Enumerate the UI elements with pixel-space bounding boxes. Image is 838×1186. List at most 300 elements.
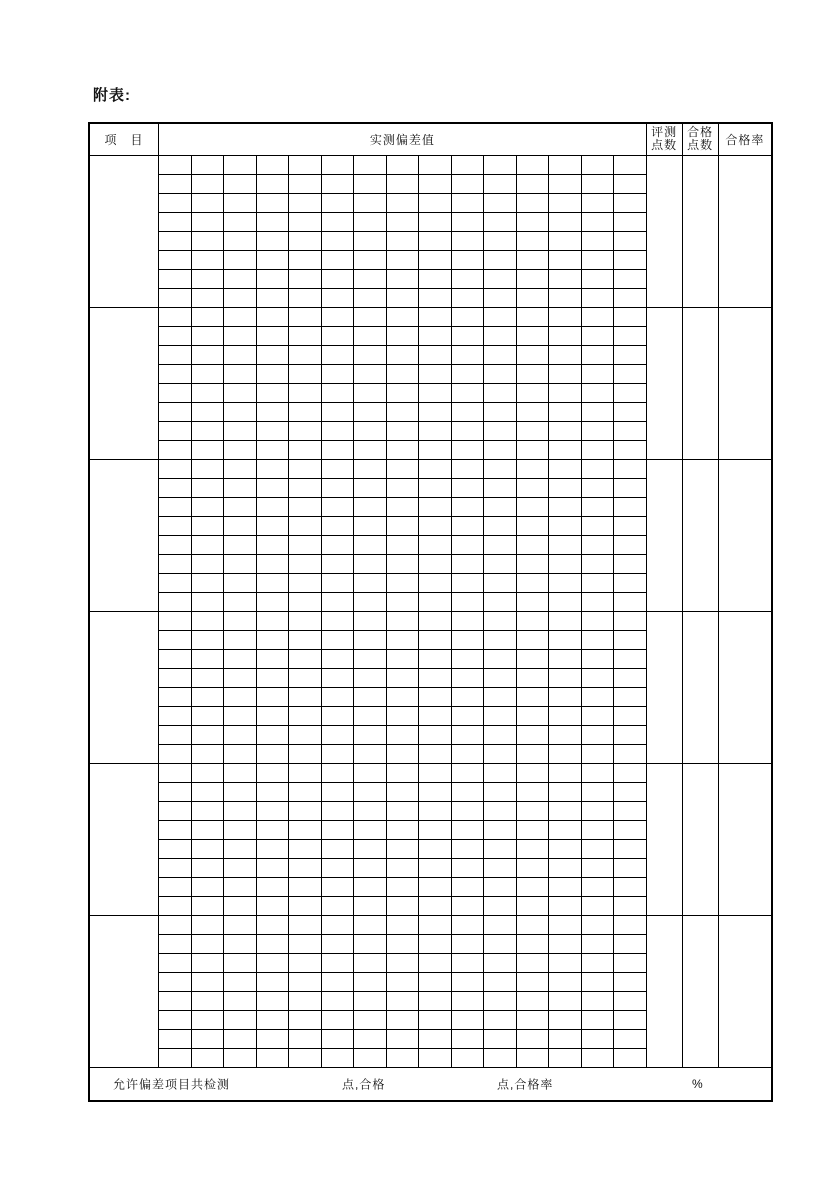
grid-cell: [386, 174, 419, 193]
grid-cell: [321, 915, 354, 934]
grid-cell: [159, 706, 192, 725]
grid-cell: [614, 782, 647, 801]
grid-cell: [191, 383, 224, 402]
grid-cell: [581, 877, 614, 896]
grid-cell: [159, 782, 192, 801]
grid-cell: [159, 326, 192, 345]
grid-cell: [354, 668, 387, 687]
grid-cell: [289, 326, 322, 345]
grid-cell: [484, 649, 517, 668]
grid-cell: [386, 991, 419, 1010]
grid-cell: [451, 801, 484, 820]
grid-cell: [581, 839, 614, 858]
grid-cell: [419, 345, 452, 364]
grid-cell: [549, 497, 582, 516]
grid-cell: [159, 934, 192, 953]
grid-cell: [386, 155, 419, 174]
grid-cell: [289, 212, 322, 231]
grid-cell: [256, 1010, 289, 1029]
grid-cell: [419, 858, 452, 877]
pass-rate-cell: [718, 307, 772, 459]
grid-cell: [321, 402, 354, 421]
grid-cell: [224, 1010, 257, 1029]
grid-cell: [451, 782, 484, 801]
grid-cell: [581, 269, 614, 288]
grid-cell: [614, 801, 647, 820]
grid-cell: [386, 269, 419, 288]
grid-cell: [321, 269, 354, 288]
grid-cell: [614, 516, 647, 535]
grid-cell: [451, 592, 484, 611]
grid-cell: [321, 345, 354, 364]
grid-cell: [581, 649, 614, 668]
col-header-pass-points-line2: 点数: [687, 138, 714, 153]
grid-cell: [419, 250, 452, 269]
summary-detected-label: 允许偏差项目共检测: [113, 1077, 231, 1092]
grid-cell: [354, 345, 387, 364]
grid-cell: [516, 326, 549, 345]
grid-cell: [419, 535, 452, 554]
grid-cell: [581, 668, 614, 687]
grid-cell: [581, 307, 614, 326]
grid-cell: [614, 991, 647, 1010]
grid-cell: [354, 326, 387, 345]
grid-cell: [191, 174, 224, 193]
grid-cell: [386, 383, 419, 402]
grid-cell: [354, 1010, 387, 1029]
grid-cell: [386, 687, 419, 706]
grid-cell: [419, 839, 452, 858]
grid-cell: [191, 630, 224, 649]
pass-rate-cell: [718, 155, 772, 307]
grid-cell: [451, 1010, 484, 1029]
grid-cell: [484, 383, 517, 402]
grid-cell: [224, 744, 257, 763]
grid-cell: [191, 535, 224, 554]
grid-cell: [224, 991, 257, 1010]
grid-cell: [614, 820, 647, 839]
grid-cell: [451, 953, 484, 972]
grid-cell: [516, 858, 549, 877]
grid-cell: [289, 554, 322, 573]
grid-cell: [386, 345, 419, 364]
grid-cell: [354, 573, 387, 592]
grid-cell: [289, 896, 322, 915]
grid-row: [89, 611, 772, 630]
grid-cell: [224, 231, 257, 250]
grid-cell: [581, 212, 614, 231]
grid-cell: [354, 611, 387, 630]
grid-cell: [484, 839, 517, 858]
grid-cell: [289, 174, 322, 193]
grid-cell: [289, 421, 322, 440]
grid-cell: [289, 478, 322, 497]
summary-cell: [89, 1067, 772, 1101]
grid-cell: [549, 326, 582, 345]
grid-cell: [516, 630, 549, 649]
grid-cell: [191, 877, 224, 896]
grid-cell: [484, 763, 517, 782]
grid-cell: [549, 706, 582, 725]
grid-cell: [159, 839, 192, 858]
grid-cell: [224, 307, 257, 326]
eval-points-cell: [646, 307, 682, 459]
grid-cell: [256, 896, 289, 915]
grid-cell: [386, 896, 419, 915]
grid-cell: [484, 972, 517, 991]
grid-cell: [289, 820, 322, 839]
grid-cell: [516, 915, 549, 934]
grid-cell: [516, 573, 549, 592]
grid-cell: [159, 193, 192, 212]
grid-cell: [614, 326, 647, 345]
grid-cell: [386, 877, 419, 896]
grid-cell: [191, 1010, 224, 1029]
grid-cell: [159, 820, 192, 839]
grid-cell: [159, 801, 192, 820]
grid-cell: [419, 820, 452, 839]
grid-cell: [516, 877, 549, 896]
grid-cell: [419, 497, 452, 516]
grid-cell: [419, 212, 452, 231]
grid-cell: [549, 630, 582, 649]
grid-cell: [516, 174, 549, 193]
grid-cell: [159, 402, 192, 421]
grid-cell: [484, 915, 517, 934]
grid-cell: [386, 953, 419, 972]
grid-cell: [386, 535, 419, 554]
grid-cell: [159, 269, 192, 288]
grid-cell: [549, 421, 582, 440]
grid-cell: [581, 801, 614, 820]
grid-cell: [354, 763, 387, 782]
grid-cell: [484, 725, 517, 744]
grid-cell: [516, 725, 549, 744]
grid-cell: [159, 1029, 192, 1048]
grid-cell: [256, 649, 289, 668]
grid-cell: [224, 459, 257, 478]
col-header-pass-points-line1: 合格: [687, 125, 714, 140]
grid-cell: [484, 934, 517, 953]
grid-cell: [354, 915, 387, 934]
grid-cell: [386, 611, 419, 630]
grid-cell: [321, 535, 354, 554]
grid-cell: [191, 839, 224, 858]
header-row: [89, 123, 772, 155]
grid-cell: [451, 193, 484, 212]
grid-cell: [289, 516, 322, 535]
grid-cell: [159, 478, 192, 497]
grid-cell: [484, 630, 517, 649]
grid-cell: [484, 687, 517, 706]
grid-cell: [614, 934, 647, 953]
grid-cell: [451, 364, 484, 383]
grid-cell: [451, 877, 484, 896]
grid-cell: [549, 744, 582, 763]
grid-cell: [191, 991, 224, 1010]
grid-cell: [159, 231, 192, 250]
grid-cell: [614, 212, 647, 231]
grid-cell: [386, 934, 419, 953]
grid-cell: [614, 744, 647, 763]
grid-cell: [191, 649, 224, 668]
grid-cell: [159, 725, 192, 744]
grid-cell: [256, 250, 289, 269]
grid-cell: [386, 858, 419, 877]
grid-cell: [386, 554, 419, 573]
grid-cell: [516, 459, 549, 478]
grid-cell: [484, 1048, 517, 1067]
grid-cell: [256, 288, 289, 307]
grid-cell: [159, 744, 192, 763]
grid-cell: [614, 250, 647, 269]
grid-cell: [321, 497, 354, 516]
grid-cell: [419, 782, 452, 801]
grid-cell: [256, 915, 289, 934]
grid-cell: [549, 934, 582, 953]
grid-cell: [581, 345, 614, 364]
grid-cell: [289, 383, 322, 402]
grid-cell: [191, 858, 224, 877]
pass-points-cell: [682, 155, 718, 307]
grid-cell: [516, 706, 549, 725]
grid-cell: [289, 1010, 322, 1029]
grid-cell: [354, 877, 387, 896]
grid-cell: [321, 250, 354, 269]
grid-cell: [321, 649, 354, 668]
grid-cell: [321, 858, 354, 877]
grid-cell: [419, 991, 452, 1010]
grid-cell: [224, 725, 257, 744]
grid-cell: [224, 687, 257, 706]
grid-cell: [549, 991, 582, 1010]
grid-cell: [419, 801, 452, 820]
grid-cell: [386, 364, 419, 383]
grid-cell: [386, 421, 419, 440]
pass-points-cell: [682, 763, 718, 915]
grid-cell: [419, 744, 452, 763]
grid-cell: [451, 915, 484, 934]
grid-cell: [256, 934, 289, 953]
grid-cell: [451, 972, 484, 991]
grid-cell: [549, 212, 582, 231]
grid-cell: [581, 915, 614, 934]
grid-cell: [191, 345, 224, 364]
grid-cell: [354, 212, 387, 231]
grid-cell: [224, 554, 257, 573]
grid-cell: [386, 744, 419, 763]
grid-cell: [289, 668, 322, 687]
grid-cell: [224, 326, 257, 345]
grid-cell: [256, 326, 289, 345]
grid-cell: [386, 288, 419, 307]
grid-cell: [224, 421, 257, 440]
grid-cell: [354, 706, 387, 725]
grid-cell: [224, 212, 257, 231]
grid-cell: [224, 345, 257, 364]
grid-cell: [581, 364, 614, 383]
grid-cell: [289, 440, 322, 459]
grid-cell: [256, 212, 289, 231]
grid-cell: [321, 573, 354, 592]
grid-cell: [614, 763, 647, 782]
grid-cell: [581, 611, 614, 630]
grid-cell: [581, 402, 614, 421]
grid-cell: [581, 535, 614, 554]
grid-cell: [191, 231, 224, 250]
grid-cell: [419, 573, 452, 592]
grid-cell: [581, 934, 614, 953]
grid-cell: [289, 535, 322, 554]
grid-cell: [289, 839, 322, 858]
grid-cell: [256, 478, 289, 497]
grid-cell: [256, 155, 289, 174]
col-header-measured-deviation: 实测偏差值: [159, 123, 647, 155]
eval-points-cell: [646, 459, 682, 611]
grid-cell: [224, 763, 257, 782]
grid-cell: [516, 383, 549, 402]
grid-cell: [614, 497, 647, 516]
grid-cell: [614, 535, 647, 554]
grid-cell: [191, 307, 224, 326]
grid-cell: [484, 592, 517, 611]
grid-cell: [386, 801, 419, 820]
grid-cell: [354, 630, 387, 649]
grid-cell: [224, 706, 257, 725]
grid-cell: [256, 1029, 289, 1048]
grid-cell: [289, 193, 322, 212]
grid-cell: [289, 782, 322, 801]
grid-cell: [516, 250, 549, 269]
grid-cell: [484, 212, 517, 231]
grid-cell: [321, 725, 354, 744]
grid-cell: [451, 440, 484, 459]
grid-cell: [354, 1029, 387, 1048]
grid-cell: [549, 269, 582, 288]
grid-cell: [419, 668, 452, 687]
grid-cell: [289, 687, 322, 706]
grid-cell: [484, 896, 517, 915]
grid-cell: [321, 307, 354, 326]
grid-cell: [451, 820, 484, 839]
grid-cell: [516, 668, 549, 687]
grid-cell: [451, 307, 484, 326]
grid-cell: [191, 763, 224, 782]
grid-cell: [451, 725, 484, 744]
grid-cell: [289, 630, 322, 649]
grid-cell: [549, 554, 582, 573]
grid-cell: [159, 858, 192, 877]
grid-cell: [484, 174, 517, 193]
grid-cell: [191, 421, 224, 440]
grid-cell: [614, 231, 647, 250]
grid-cell: [419, 934, 452, 953]
grid-cell: [289, 934, 322, 953]
grid-cell: [614, 288, 647, 307]
grid-cell: [224, 478, 257, 497]
grid-cell: [419, 554, 452, 573]
col-header-eval-points-line1: 评测: [651, 125, 678, 140]
grid-cell: [386, 820, 419, 839]
grid-row: [89, 915, 772, 934]
grid-cell: [354, 421, 387, 440]
grid-cell: [354, 364, 387, 383]
grid-cell: [321, 459, 354, 478]
grid-cell: [614, 440, 647, 459]
grid-cell: [256, 402, 289, 421]
grid-cell: [354, 801, 387, 820]
grid-cell: [191, 497, 224, 516]
grid-cell: [224, 972, 257, 991]
grid-cell: [159, 877, 192, 896]
grid-cell: [581, 744, 614, 763]
grid-cell: [159, 953, 192, 972]
grid-cell: [289, 250, 322, 269]
grid-cell: [256, 383, 289, 402]
grid-cell: [191, 782, 224, 801]
item-cell: [89, 459, 159, 611]
grid-cell: [419, 725, 452, 744]
grid-cell: [581, 459, 614, 478]
grid-cell: [516, 554, 549, 573]
grid-cell: [419, 155, 452, 174]
grid-cell: [191, 687, 224, 706]
grid-cell: [386, 250, 419, 269]
grid-cell: [159, 991, 192, 1010]
grid-cell: [516, 535, 549, 554]
grid-cell: [224, 516, 257, 535]
grid-cell: [354, 687, 387, 706]
grid-cell: [549, 155, 582, 174]
grid-cell: [191, 269, 224, 288]
grid-cell: [419, 1048, 452, 1067]
grid-cell: [451, 573, 484, 592]
grid-cell: [159, 497, 192, 516]
grid-cell: [321, 478, 354, 497]
grid-cell: [451, 763, 484, 782]
grid-cell: [321, 934, 354, 953]
grid-cell: [549, 402, 582, 421]
grid-cell: [549, 1048, 582, 1067]
grid-cell: [354, 839, 387, 858]
grid-cell: [549, 763, 582, 782]
grid-cell: [224, 782, 257, 801]
grid-cell: [159, 307, 192, 326]
pass-points-cell: [682, 611, 718, 763]
grid-cell: [191, 440, 224, 459]
grid-cell: [321, 554, 354, 573]
grid-cell: [516, 820, 549, 839]
grid-cell: [484, 440, 517, 459]
grid-cell: [419, 307, 452, 326]
grid-cell: [289, 269, 322, 288]
grid-cell: [354, 402, 387, 421]
grid-cell: [614, 839, 647, 858]
grid-cell: [451, 516, 484, 535]
grid-cell: [419, 1010, 452, 1029]
grid-cell: [159, 421, 192, 440]
grid-cell: [484, 421, 517, 440]
grid-cell: [159, 250, 192, 269]
grid-cell: [256, 744, 289, 763]
grid-cell: [321, 896, 354, 915]
grid-cell: [451, 497, 484, 516]
grid-cell: [451, 1029, 484, 1048]
grid-cell: [354, 307, 387, 326]
grid-cell: [549, 782, 582, 801]
grid-cell: [191, 972, 224, 991]
grid-cell: [614, 668, 647, 687]
